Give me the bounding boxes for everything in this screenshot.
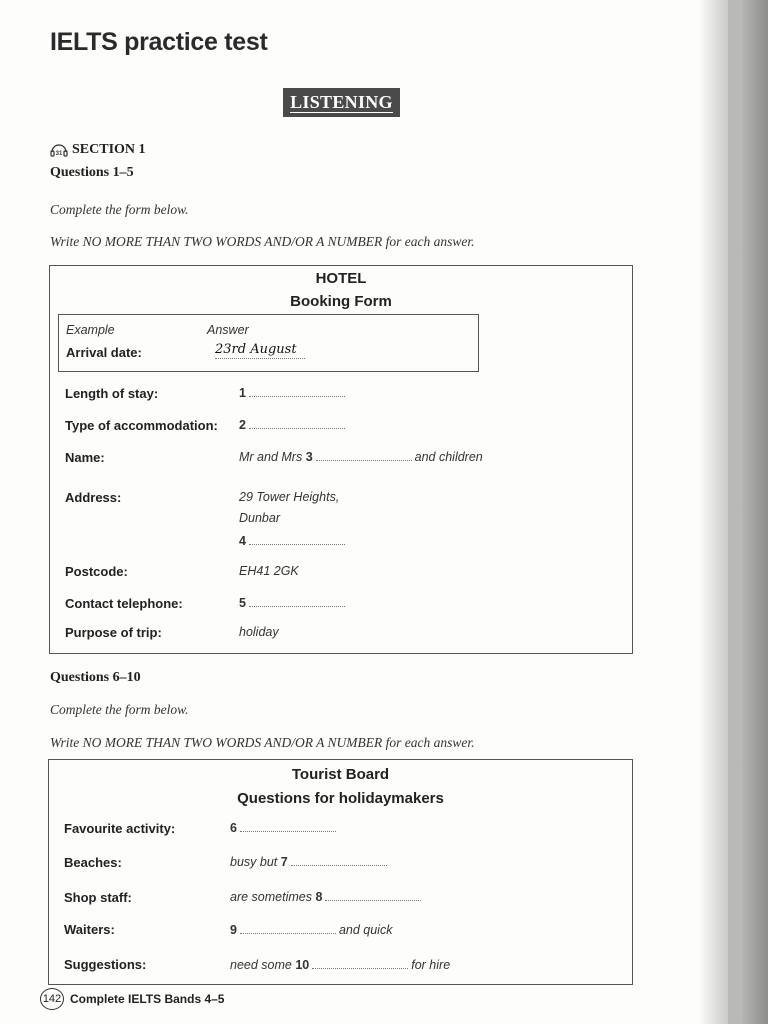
form-title: HOTEL [315,270,367,287]
hotel-booking-form [49,265,633,654]
waiters-label: Waiters: [64,922,115,937]
length-of-stay-label: Length of stay: [65,386,159,401]
address-line-1: 29 Tower Heights, [239,490,340,504]
form-subtitle: Booking Form [290,293,392,310]
q6-answer-field[interactable]: 6 [230,821,339,835]
instruction-word-limit-2: Write NO MORE THAN TWO WORDS AND/OR A NUMBER for each answer. [50,735,475,750]
tourist-board-form [48,759,633,985]
section-label: SECTION 1 [72,142,146,157]
page-edge [728,0,742,1024]
q3-answer-field[interactable]: Mr and Mrs 3 and children [239,450,483,464]
shop-staff-label: Shop staff: [64,890,132,905]
example-box [58,314,479,372]
purpose-value: holiday [239,625,279,639]
address-label: Address: [65,490,122,505]
address-line-2: Dunbar [239,511,280,525]
q8-answer-field[interactable]: are sometimes 8 [230,890,424,904]
book-title: Complete IELTS Bands 4–5 [70,992,225,1006]
listening-banner: LISTENING [283,88,400,117]
example-label: Example [66,323,115,337]
q4-answer-field[interactable]: 4 [239,534,348,548]
section-heading [50,142,146,158]
contact-telephone-label: Contact telephone: [65,596,183,611]
purpose-of-trip-label: Purpose of trip: [65,625,162,640]
q1-answer-field[interactable]: 1 [239,386,348,400]
page-number: 142 [40,988,64,1010]
instruction-complete: Complete the form below. [50,202,189,217]
example-field: Arrival date: [66,345,142,360]
postcode-label: Postcode: [65,564,128,579]
answer-label: Answer [207,323,249,337]
q9-answer-field[interactable]: 9 and quick [230,923,393,937]
svg-text:31: 31 [55,151,63,157]
q2-answer-field[interactable]: 2 [239,418,348,432]
instruction-complete-2: Complete the form below. [50,702,189,717]
type-of-accommodation-label: Type of accommodation: [65,418,218,433]
q7-answer-field[interactable]: busy but 7 [230,855,390,869]
q10-answer-field[interactable]: need some 10 for hire [230,958,451,972]
example-answer: 23rd August [215,342,305,359]
page-footer [40,988,224,1010]
form2-title: Tourist Board [291,766,390,783]
postcode-value: EH41 2GK [239,564,299,578]
name-label: Name: [65,450,105,465]
page-title: IELTS practice test [50,28,268,56]
beaches-label: Beaches: [64,855,122,870]
form2-subtitle: Questions for holidaymakers [237,790,444,807]
q5-answer-field[interactable]: 5 [239,596,348,610]
favourite-activity-label: Favourite activity: [64,821,176,836]
suggestions-label: Suggestions: [64,957,147,972]
instruction-word-limit: Write NO MORE THAN TWO WORDS AND/OR A NUMBER for each answer. [50,234,475,249]
questions-1-5-heading: Questions 1–5 [50,165,134,180]
audio-track-icon [50,142,68,158]
questions-6-10-heading: Questions 6–10 [50,670,141,685]
